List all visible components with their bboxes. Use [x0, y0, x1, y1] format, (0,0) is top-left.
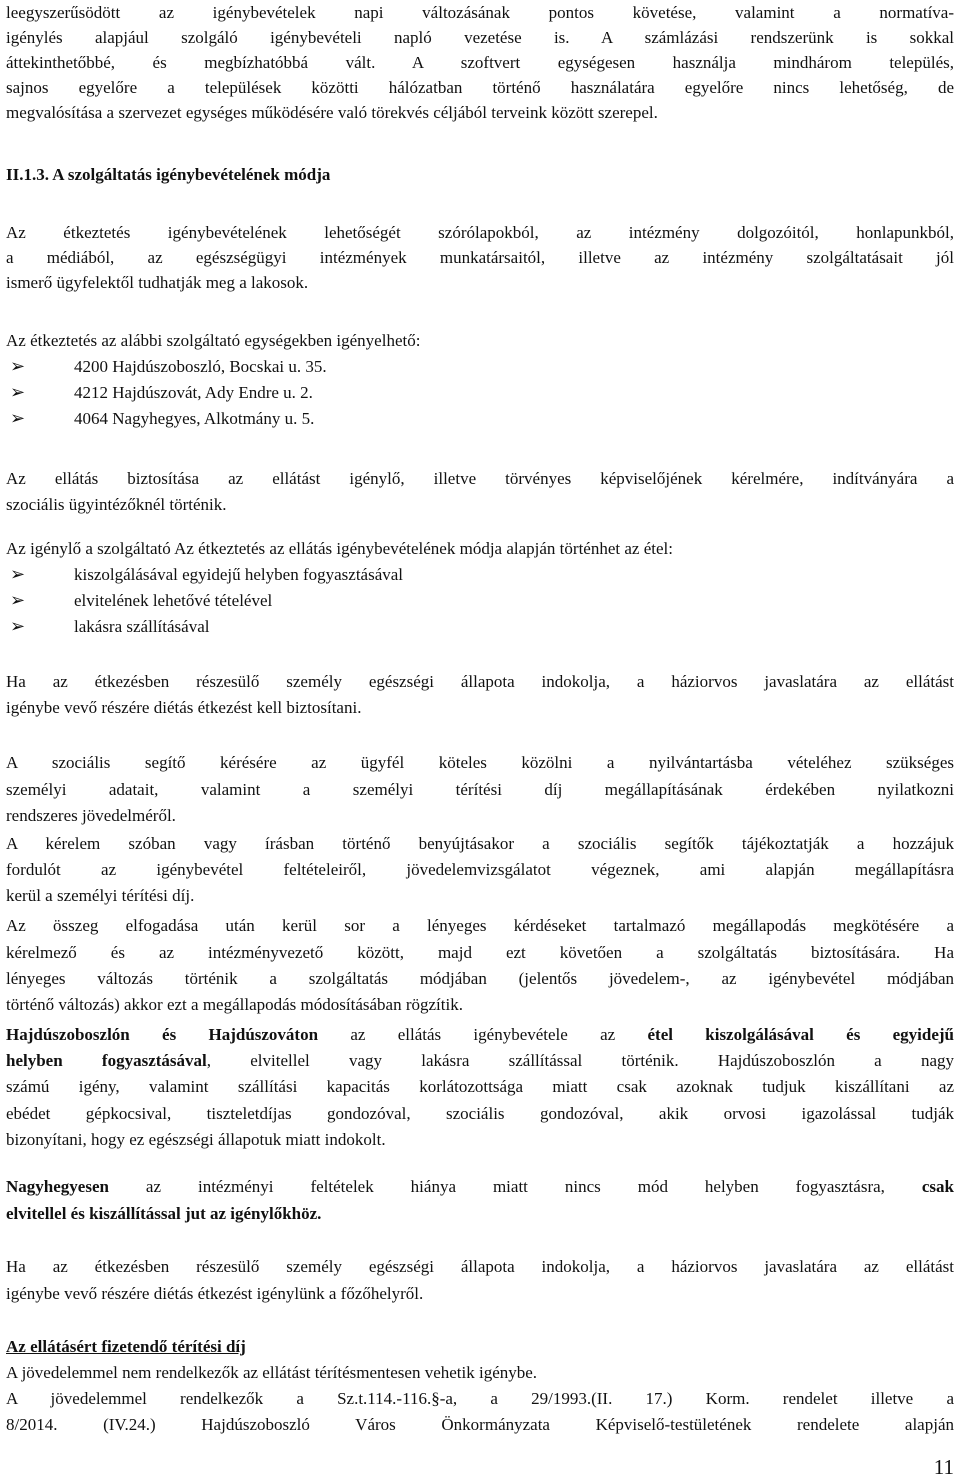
- text-line: áttekinthetőbbé, és megbízhatóbbá vált. A szoftvert egységesen használja mindhárom település,: [6, 53, 954, 72]
- text-line: igénybe vevő részére diétás étkezést kell biztosítani.: [6, 698, 362, 717]
- text-line: sajnos egyelőre a települések közötti hálózatban történő használatára egyelőre nincs lehetőség, de: [6, 78, 954, 97]
- text-line: A kérelem szóban vagy írásban történő benyújtásakor a szociális segítők tájékoztatják a hozzájuk: [6, 834, 954, 853]
- text-line: elvitellel és kiszállítással jut az igénylőkhöz.: [6, 1204, 322, 1223]
- text-line: személyi adatait, valamint a személyi térítési díj megállapításának érdekében nyilatkozni: [6, 780, 954, 799]
- list-item: ➢ 4064 Nagyhegyes, Alkotmány u. 5.: [6, 406, 954, 432]
- text-line: ismerő ügyfelektől tudhatják meg a lakosok.: [6, 273, 309, 292]
- arrow-bullet-icon: ➢: [10, 356, 26, 377]
- text-line: kerül a személyi térítési díj.: [6, 886, 195, 905]
- text-line: A jövedelemmel rendelkezők a Sz.t.114.-116.§-a, a 29/1993.(II. 17.) Korm. rendelet illetve a: [6, 1389, 954, 1408]
- text-line: Az összeg elfogadása után kerül sor a lényeges kérdéseket tartalmazó megállapodás megkötésére a: [6, 916, 954, 935]
- text-line: rendszeres jövedelméről.: [6, 806, 176, 825]
- text-line: 8/2014. (IV.24.) Hajdúszoboszló Város Önkormányzata Képviselő-testületének rendelete alapján: [6, 1415, 954, 1434]
- text-line: a médiából, az egészségügyi intézmények munkatársaitól, illetve az intézmény szolgáltatásait jól: [6, 248, 954, 267]
- text-line: történő változás) akkor ezt a megállapodás módosításában rögzítik.: [6, 995, 463, 1014]
- list-item: ➢ 4200 Hajdúszoboszló, Bocskai u. 35.: [6, 354, 954, 380]
- fee-heading: Az ellátásért fizetendő térítési díj: [6, 1337, 246, 1356]
- arrow-bullet-icon: ➢: [10, 616, 26, 637]
- section-heading: II.1.3. A szolgáltatás igénybevételének módja: [6, 165, 331, 184]
- arrow-bullet-icon: ➢: [10, 590, 26, 611]
- text-line: lényeges változás történik a szolgáltatás módjában (jelentős jövedelem-, az igénybevétel módjában: [6, 969, 954, 988]
- text-line: igénylés alapjául szolgáló igénybevételi napló vezetése is. A számlázási rendszerünk is sokkal: [6, 28, 954, 47]
- list-item: ➢ 4212 Hajdúszovát, Ady Endre u. 2.: [6, 380, 954, 406]
- arrow-bullet-icon: ➢: [10, 408, 26, 429]
- text-line: szociális ügyintézőknél történik.: [6, 495, 227, 514]
- text-line: igénybe vevő részére diétás étkezést igénylünk a főzőhelyről.: [6, 1284, 424, 1303]
- text-line: A jövedelemmel nem rendelkezők az ellátást térítésmentesen vehetik igénybe.: [6, 1363, 538, 1382]
- text-line: Az étkeztetés igénybevételének lehetőségét szórólapokból, az intézmény dolgozóitól, honlapunkból,: [6, 223, 954, 242]
- text-line: helyben fogyasztásával, elvitellel vagy lakásra szállítással történik. Hajdúszoboszlón a nagy: [6, 1051, 955, 1070]
- text-line: leegyszerűsödött az igénybevételek napi változásának pontos követése, valamint a normatíva-: [6, 3, 954, 22]
- text-line: bizonyítani, hogy ez egészségi állapotuk miatt indokolt.: [6, 1130, 386, 1149]
- serving-modes-intro: Az igénylő a szolgáltató Az étkeztetés az ellátás igénybevételének módja alapján történhet az étel:: [6, 539, 673, 558]
- text-line: A szociális segítő kérésére az ügyfél köteles közölni a nyilvántartásba vételéhez szükséges: [6, 753, 954, 772]
- arrow-bullet-icon: ➢: [10, 382, 26, 403]
- text-line: Ha az étkezésben részesülő személy egészségi állapota indokolja, a háziorvos javaslatára az ellátást: [6, 1257, 954, 1276]
- list-item: ➢ lakásra szállításával: [6, 614, 954, 640]
- text-line: Hajdúszoboszlón és Hajdúszováton az ellátás igénybevétele az étel kiszolgálásával és egyidejű: [6, 1025, 955, 1044]
- locations-list: [6, 354, 954, 432]
- text-line: kérelmező és az intézményvezető között, majd ezt követően a szolgáltatás biztosítására. Ha: [6, 943, 954, 962]
- locations-intro: Az étkeztetés az alábbi szolgáltató egységekben igényelhető:: [6, 331, 421, 350]
- text-line: Nagyhegyesen az intézményi feltételek hiánya miatt nincs mód helyben fogyasztásra, csak: [6, 1177, 954, 1196]
- list-item: ➢ elvitelének lehetővé tételével: [6, 588, 954, 614]
- text-line: Az ellátás biztosítása az ellátást igénylő, illetve törvényes képviselőjének kérelmére, indítványára a: [6, 469, 954, 488]
- list-item: ➢ kiszolgálásával egyidejű helyben fogyasztásával: [6, 562, 954, 588]
- text-line: Ha az étkezésben részesülő személy egészségi állapota indokolja, a háziorvos javaslatára az ellátást: [6, 672, 954, 691]
- page-number: 11: [933, 1455, 954, 1479]
- text-line: fordulót az igénybevétel feltételeiről, jövedelemvizsgálatot végeznek, ami alapján megállapításra: [6, 860, 954, 879]
- text-line: megvalósítása a szervezet egységes működésére való törekvés céljából terveink között szerepel.: [6, 103, 658, 122]
- text-line: számú igény, valamint szállítási kapacitás korlátozottsága miatt csak azoknak tudjuk kiszállítani az: [6, 1077, 954, 1096]
- text-line: ebédet gépkocsival, tiszteletdíjas gondozóval, szociális gondozóval, akik orvosi igazolással tudják: [6, 1104, 954, 1123]
- serving-modes-list: [6, 562, 954, 640]
- arrow-bullet-icon: ➢: [10, 564, 26, 585]
